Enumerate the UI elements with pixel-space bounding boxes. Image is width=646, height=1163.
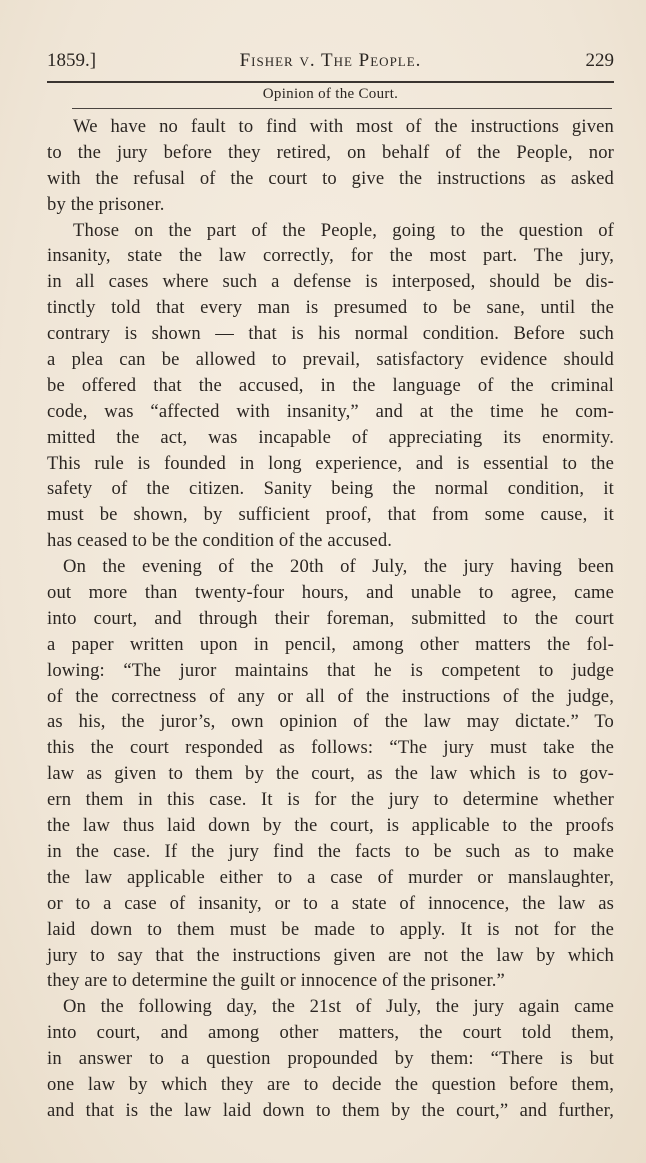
text-line: be offered that the accused, in the language of the criminal [47,374,614,396]
text-line: insanity, state the law correctly, for the most part. The jury, [47,245,614,267]
text-line: tinctly told that every man is presumed to be sane, until the [47,297,614,319]
text-line: We have no fault to find with most of the instructions given [73,116,614,137]
page-number: 229 [585,50,614,71]
text-line: they are to determine the guilt or innocence of the prisoner.” [47,970,505,992]
running-head [47,50,614,74]
text-line: mitted the act, was incapable of appreciating its enormity. [47,426,614,448]
text-line: laid down to them must be made to apply. It is not for the [47,918,614,940]
text-line: Those on the part of the People, going to the question of [73,219,614,241]
text-line: lowing: “The juror maintains that he is competent to judge [47,659,614,681]
text-line: the law applicable either to a case of murder or manslaughter, [47,866,614,888]
text-line: a plea can be allowed to prevail, satisfactory evidence should [47,349,614,371]
subhead-rule [72,108,612,109]
text-line: jury to say that the instructions given are not the law by which [47,944,614,966]
text-line: by the prisoner. [47,193,165,215]
text-line: in the case. If the jury find the facts to be such as to make [47,840,614,862]
text-line: in all cases where such a defense is interposed, should be dis- [47,271,614,293]
text-line: a paper written upon in pencil, among other matters the fol- [47,633,614,655]
text-line: contrary is shown — that is his normal condition. Before such [47,323,614,345]
text-line: to the jury before they retired, on behalf of the People, nor [47,141,614,163]
opinion-text [47,114,614,1124]
text-line: must be shown, by sufficient proof, that from some cause, it [47,504,614,526]
text-line: the law thus laid down by the court, is applicable to the proofs [47,815,614,837]
text-line: with the refusal of the court to give the instructions as asked [47,167,614,189]
text-line: and that is the law laid down to them by the court,” and further, [47,1099,614,1121]
text-line: This rule is founded in long experience, and is essential to the [47,452,614,474]
text-line: has ceased to be the condition of the accused. [47,530,393,552]
text-line: of the correctness of any or all of the instructions of the judge, [47,685,614,707]
text-line: safety of the citizen. Sanity being the normal condition, it [47,478,614,500]
text-line: out more than twenty-four hours, and unable to agree, came [47,582,614,604]
running-head-title: Fisher v. The People. [239,50,422,71]
text-line: On the evening of the 20th of July, the jury having been [63,556,614,578]
running-head-year: 1859.] [47,50,97,71]
text-line: ern them in this case. It is for the jury to determine whether [47,789,614,811]
text-line: as his, the juror’s, own opinion of the law may dictate.” To [47,711,614,733]
text-line: law as given to them by the court, as the law which is to gov- [47,763,614,785]
text-line: in answer to a question propounded by them: “There is but [47,1048,614,1070]
text-line: code, was “affected with insanity,” and at the time he com- [47,400,614,422]
text-line: On the following day, the 21st of July, the jury again came [63,996,614,1018]
text-line: into court, and among other matters, the court told them, [47,1022,614,1044]
text-line: this the court responded as follows: “The jury must take the [47,737,614,759]
text-line: one law by which they are to decide the question before them, [47,1073,614,1095]
text-line: into court, and through their foreman, submitted to the court [47,607,614,629]
header-rule [47,81,614,83]
section-subhead: Opinion of the Court. [262,86,399,102]
text-line: or to a case of insanity, or to a state of innocence, the law as [47,892,614,914]
